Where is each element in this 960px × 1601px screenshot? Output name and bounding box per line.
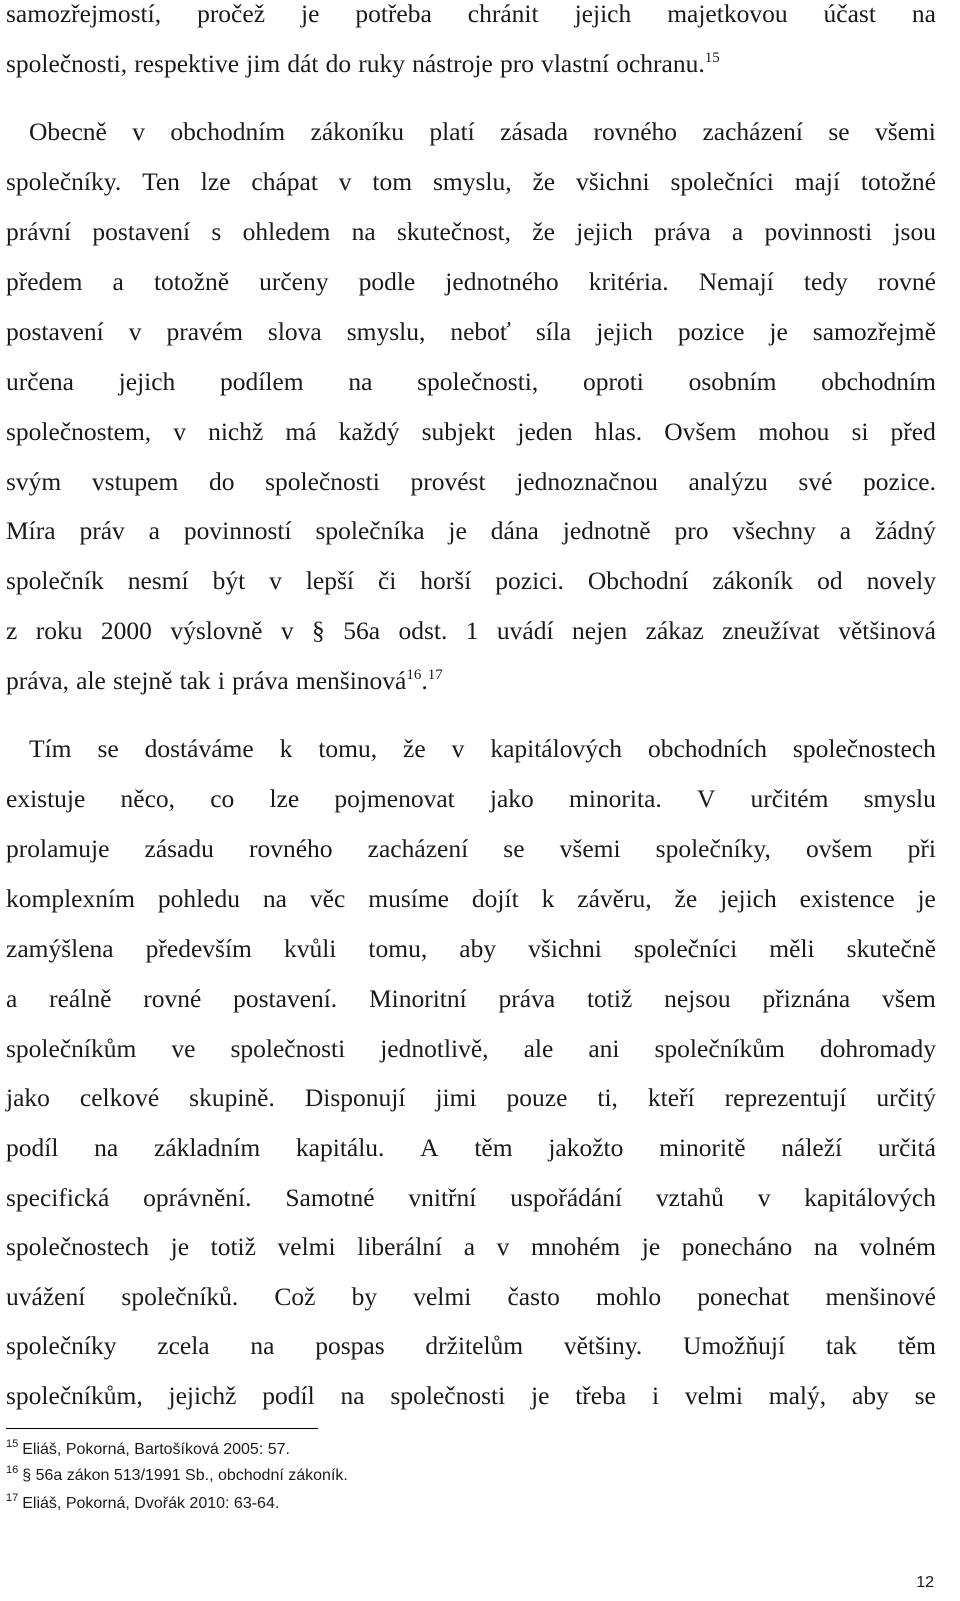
- footnote-number: 15: [6, 1438, 19, 1450]
- text-line: samozřejmostí, pročež je potřeba chránit jejich majetkovou účast na: [6, 0, 936, 28]
- text-line: Tím se dostáváme k tomu, že v kapitálových obchodních společnostech: [29, 734, 936, 763]
- footnote-number: 16: [6, 1464, 19, 1476]
- text-line: a reálně rovné postavení. Minoritní práva totiž nejsou přiznána všem: [6, 984, 936, 1013]
- text-line: společníkům, jejichž podíl na společnosti je třeba i velmi malý, aby se: [6, 1381, 936, 1410]
- footnote-ref[interactable]: 17: [427, 667, 443, 683]
- text-line: společnostem, v nichž má každý subjekt jeden hlas. Ovšem mohou si před: [6, 417, 936, 446]
- text-line: uvážení společníků. Což by velmi často mohlo ponechat menšinové: [6, 1282, 936, 1311]
- text-line: podíl na základním kapitálu. A těm jakožto minoritě náleží určitá: [6, 1133, 936, 1162]
- text-line: zamýšlena především kvůli tomu, aby všichni společníci měli skutečně: [6, 934, 936, 963]
- text-line: právní postavení s ohledem na skutečnost, že jejich práva a povinnosti jsou: [6, 217, 936, 246]
- text-line: práva, ale stejně tak i práva menšinová$^{16}$.$^{17}$: [6, 666, 443, 695]
- text-line: společníky zcela na pospas držitelům většiny. Umožňují tak těm: [6, 1331, 936, 1360]
- footnote-text: Eliáš, Pokorná, Bartošíková 2005: 57.: [22, 1441, 290, 1458]
- text-line: komplexním pohledu na věc musíme dojít k závěru, že jejich existence je: [6, 884, 936, 913]
- text-line: specifická oprávnění. Samotné vnitřní uspořádání vztahů v kapitálových: [6, 1183, 936, 1212]
- footnote-ref[interactable]: 16: [406, 667, 422, 683]
- footnote-15: [6, 1440, 290, 1460]
- footnote-16: [6, 1466, 348, 1486]
- text-line: Míra práv a povinností společníka je dána jednotně pro všechny a žádný: [6, 516, 936, 545]
- text-line: předem a totožně určeny podle jednotného kritéria. Nemají tedy rovné: [6, 267, 936, 296]
- text-line: postavení v pravém slova smyslu, neboť síla jejich pozice je samozřejmě: [6, 317, 936, 346]
- text-line: společnosti, respektive jim dát do ruky nástroje pro vlastní ochranu.$^{15}$: [6, 49, 720, 78]
- text-line: společníky. Ten lze chápat v tom smyslu, že všichni společníci mají totožné: [6, 167, 936, 196]
- text-line: společník nesmí být v lepší či horší pozici. Obchodní zákoník od novely: [6, 566, 936, 595]
- text-line: prolamuje zásadu rovného zacházení se všemi společníky, ovšem při: [6, 834, 936, 863]
- text-line: svým vstupem do společnosti provést jednoznačnou analýzu své pozice.: [6, 467, 936, 496]
- footnote-ref[interactable]: 15: [704, 50, 720, 66]
- page-number: 12: [916, 1574, 934, 1591]
- footnote-17: [6, 1494, 279, 1514]
- footnote-number: 17: [6, 1492, 19, 1504]
- text-line: z roku 2000 výslovně v § 56a odst. 1 uvádí nejen zákaz zneužívat většinová: [6, 616, 936, 645]
- footnote-text: § 56a zákon 513/1991 Sb., obchodní zákoník.: [22, 1467, 348, 1484]
- footnote-separator: [6, 1428, 318, 1429]
- text-line: existuje něco, co lze pojmenovat jako minorita. V určitém smyslu: [6, 784, 936, 813]
- text-line: Obecně v obchodním zákoníku platí zásada rovného zacházení se všemi: [29, 117, 936, 146]
- footnote-text: Eliáš, Pokorná, Dvořák 2010: 63-64.: [22, 1495, 280, 1512]
- text-line: určena jejich podílem na společnosti, oproti osobním obchodním: [6, 367, 936, 396]
- text-line: společnostech je totiž velmi liberální a v mnohém je ponecháno na volném: [6, 1232, 936, 1261]
- text-line: jako celkové skupině. Disponují jimi pouze ti, kteří reprezentují určitý: [6, 1083, 936, 1112]
- text-line: společníkům ve společnosti jednotlivě, ale ani společníkům dohromady: [6, 1034, 936, 1063]
